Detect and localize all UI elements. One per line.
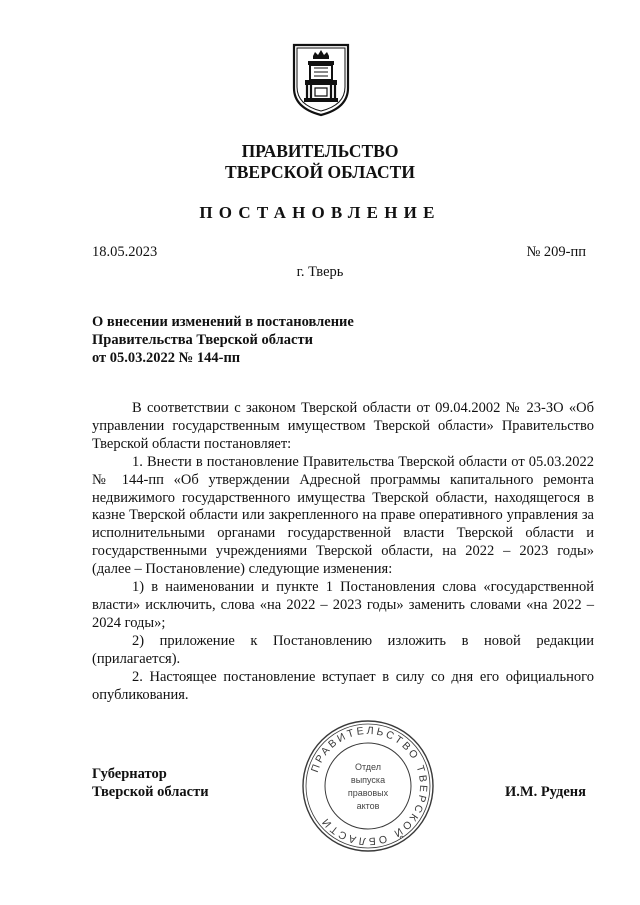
intro-paragraph: В соответствии с законом Тверской области от 09.04.2002 № 23-ЗО «Об управлении государственным имуществом Тверской области» Правительство Тверской области постановляет: xyxy=(92,400,594,452)
item-1-2-paragraph: 2) приложение к Постановлению изложить в новой редакции (прилагается). xyxy=(92,632,594,667)
org-line-1: ПРАВИТЕЛЬСТВО xyxy=(241,141,399,161)
item-2-paragraph: 2. Настоящее постановление вступает в силу со дня его официального опубликования. xyxy=(92,668,594,703)
stamp-line-1: Отдел xyxy=(354,762,382,772)
document-type: ПОСТАНОВЛЕНИЕ xyxy=(199,203,441,222)
document-body xyxy=(92,400,594,704)
document-city: г. Тверь xyxy=(296,264,344,280)
document-number: № 209-пп xyxy=(526,244,586,260)
official-stamp xyxy=(300,718,436,854)
stamp-line-4: актов xyxy=(356,801,380,811)
government-title xyxy=(0,141,640,183)
position-line-2: Тверской области xyxy=(92,784,209,800)
document-date: 18.05.2023 xyxy=(92,244,158,260)
item-1-paragraph: 1. Внести в постановление Правительства Тверской области от 05.03.2022 № 144-пп «Об утверждении Адресной программы капитального ремонта недвижимого государственного имущества Тверской области, находящегося в казне Тверской области или закрепленного на праве оперативного управления за исполнительными органами государственной власти Тверской области и государственными учреждениями Тверской области, на 2022 – 2023 годы» (далее – Постановление) следующие изменения: xyxy=(92,453,594,578)
document-subject xyxy=(92,313,354,367)
signatory-name: И.М. Руденя xyxy=(504,784,586,800)
position-line-1: Губернатор xyxy=(92,766,167,782)
subject-line-2: Правительства Тверской области xyxy=(92,332,313,348)
subject-line-1: О внесении изменений в постановление xyxy=(92,314,354,330)
subject-line-3: от 05.03.2022 № 144-пп xyxy=(92,350,241,366)
stamp-ring-text: ПРАВИТЕЛЬСТВО ТВЕРСКОЙ ОБЛАСТИ xyxy=(308,724,430,848)
tver-coat-of-arms-icon xyxy=(291,42,351,118)
org-line-2: ТВЕРСКОЙ ОБЛАСТИ xyxy=(225,162,415,182)
stamp-line-3: правовых xyxy=(347,788,389,798)
stamp-line-2: выпуска xyxy=(350,775,386,785)
item-1-1-paragraph: 1) в наименовании и пункте 1 Постановления слова «государственной власти» исключить, слова «на 2022 – 2023 годы» заменить словами «на 2022 – 2024 годы»; xyxy=(92,579,594,631)
signatory-position xyxy=(92,765,209,801)
